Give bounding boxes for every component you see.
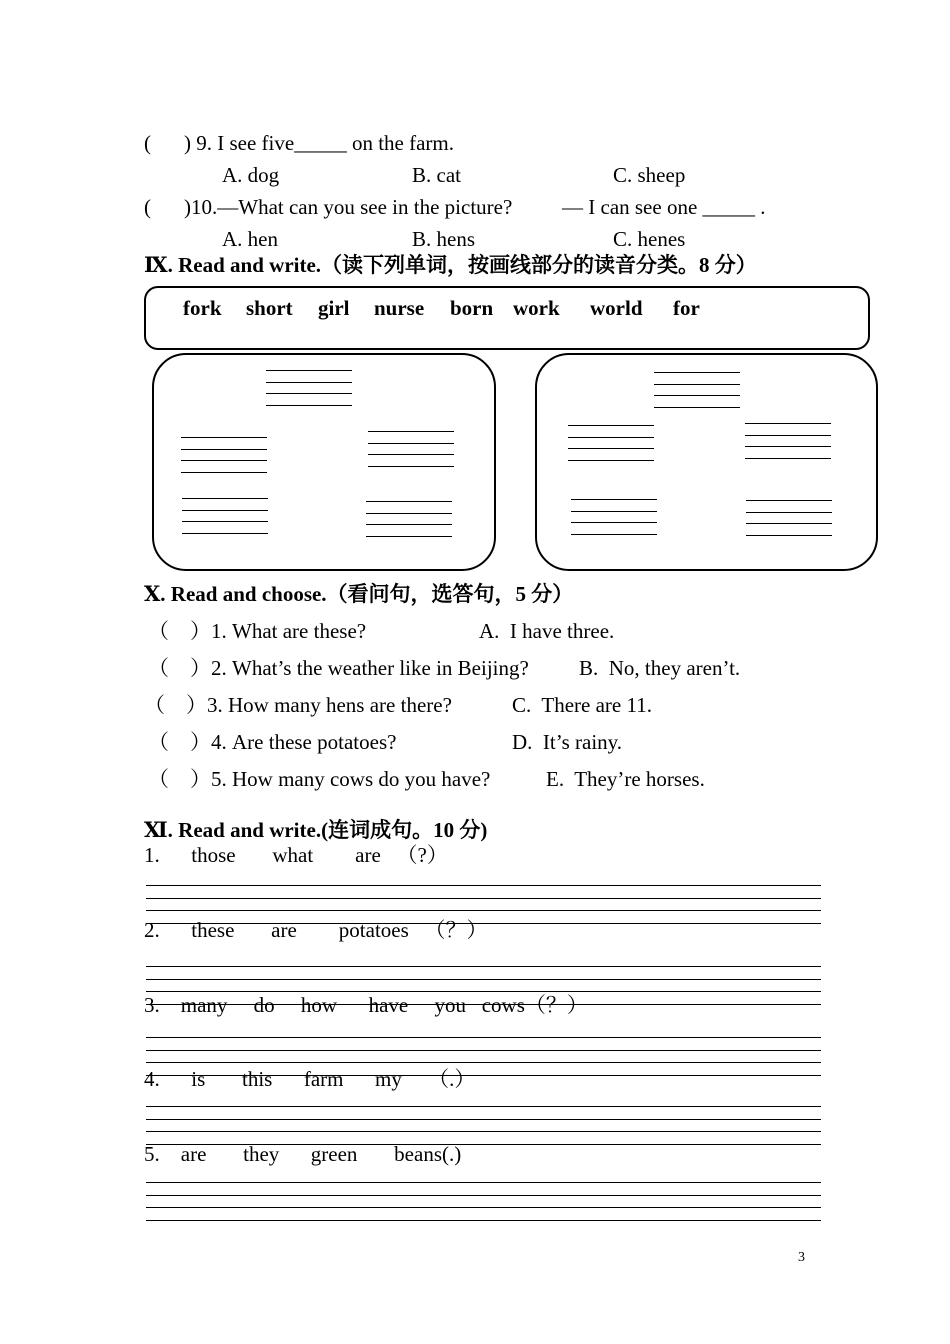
answer-line <box>146 1144 821 1145</box>
writing-line <box>745 458 831 459</box>
writing-line <box>368 454 454 455</box>
writing-line <box>368 431 454 432</box>
writing-line <box>654 372 740 373</box>
writing-line <box>654 407 740 408</box>
writing-line <box>181 472 267 473</box>
writing-line <box>182 498 268 499</box>
answer-line <box>146 1004 821 1005</box>
writing-line <box>654 384 740 385</box>
answer-line <box>146 1207 821 1208</box>
word-work: work <box>513 296 560 320</box>
word-fork: fork <box>183 296 222 320</box>
answer-line <box>146 1182 821 1183</box>
sec10-question-1: （ ）1. What are these? <box>148 619 367 643</box>
q9-option-b: B. cat <box>412 163 461 187</box>
writing-line <box>568 460 654 461</box>
writing-line <box>366 501 452 502</box>
answer-line <box>146 1195 821 1196</box>
sort-box-left <box>152 353 496 571</box>
word-for: for <box>673 296 700 320</box>
writing-line <box>266 405 352 406</box>
sec11-item-5: 5. are they green beans(.) <box>144 1142 462 1166</box>
sec11-item-2: 2. these are potatoes （？） <box>144 918 488 942</box>
writing-line <box>568 448 654 449</box>
sec10-answer-a: A. I have three. <box>479 619 615 643</box>
sec11-item-1: 1. those what are （?） <box>144 843 448 867</box>
word-girl: girl <box>318 296 350 320</box>
writing-line <box>182 510 268 511</box>
sec10-answer-d: D. It’s rainy. <box>512 730 623 754</box>
q9-option-c: C. sheep <box>613 163 686 187</box>
word-world: world <box>590 296 643 320</box>
writing-line <box>571 511 657 512</box>
answer-line <box>146 1220 821 1221</box>
writing-line <box>366 524 452 525</box>
writing-line <box>181 460 267 461</box>
sec10-question-5: （ ）5. How many cows do you have? <box>148 767 491 791</box>
q10-option-a: A. hen <box>222 227 278 251</box>
answer-line <box>146 1119 821 1120</box>
writing-line <box>571 522 657 523</box>
writing-line <box>266 382 352 383</box>
answer-line <box>146 1037 821 1038</box>
writing-line <box>368 443 454 444</box>
answer-line <box>146 1062 821 1063</box>
writing-line <box>571 499 657 500</box>
sec11-title: Ⅺ. Read and write.(连词成句。10 分) <box>144 818 488 842</box>
writing-line <box>266 393 352 394</box>
writing-line <box>366 513 452 514</box>
writing-line <box>745 435 831 436</box>
word-nurse: nurse <box>374 296 425 320</box>
writing-line <box>366 536 452 537</box>
q10-paren: ( <box>144 195 151 219</box>
writing-line <box>266 370 352 371</box>
writing-line <box>746 512 832 513</box>
answer-line <box>146 991 821 992</box>
writing-line <box>181 437 267 438</box>
writing-line <box>654 395 740 396</box>
answer-line <box>146 898 821 899</box>
sec10-question-4: （ ）4. Are these potatoes? <box>148 730 397 754</box>
answer-line <box>146 1131 821 1132</box>
page-number: 3 <box>798 1250 805 1265</box>
sec10-answer-b: B. No, they aren’t. <box>579 656 741 680</box>
answer-line <box>146 1075 821 1076</box>
answer-line <box>146 910 821 911</box>
answer-line <box>146 885 821 886</box>
sec10-question-2: （ ）2. What’s the weather like in Beijing? <box>148 656 529 680</box>
q10-answer-prompt: — I can see one _____ . <box>562 195 766 219</box>
writing-line <box>746 523 832 524</box>
writing-line <box>746 535 832 536</box>
q10-question: )10.—What can you see in the picture? <box>184 195 513 219</box>
sort-box-right <box>535 353 878 571</box>
writing-line <box>568 437 654 438</box>
sec10-question-3: （ ）3. How many hens are there? <box>144 693 452 717</box>
sec11-item-4: 4. is this farm my （.） <box>144 1067 476 1091</box>
answer-line <box>146 979 821 980</box>
sec10-answer-c: C. There are 11. <box>512 693 652 717</box>
writing-line <box>745 446 831 447</box>
q9-option-a: A. dog <box>222 163 280 187</box>
answer-line <box>146 966 821 967</box>
answer-line <box>146 1050 821 1051</box>
answer-line <box>146 1106 821 1107</box>
sec10-answer-e: E. They’re horses. <box>546 767 705 791</box>
writing-line <box>182 521 268 522</box>
q10-option-c: C. henes <box>613 227 686 251</box>
q9-paren: ( <box>144 131 151 155</box>
word-born: born <box>450 296 494 320</box>
writing-line <box>182 533 268 534</box>
q10-option-b: B. hens <box>412 227 475 251</box>
writing-line <box>568 425 654 426</box>
answer-line <box>146 923 821 924</box>
writing-line <box>746 500 832 501</box>
writing-line <box>745 423 831 424</box>
sec10-title: Ⅹ. Read and choose.（看问句，选答句，5 分） <box>144 582 574 606</box>
sec9-title: Ⅸ. Read and write.（读下列单词，按画线部分的读音分类。8 分） <box>144 253 757 277</box>
sec11-item-3: 3. many do how have you cows（？） <box>144 993 588 1017</box>
writing-line <box>571 534 657 535</box>
writing-line <box>181 449 267 450</box>
writing-line <box>368 466 454 467</box>
word-short: short <box>246 296 293 320</box>
q9-question: ) 9. I see five_____ on the farm. <box>184 131 454 155</box>
